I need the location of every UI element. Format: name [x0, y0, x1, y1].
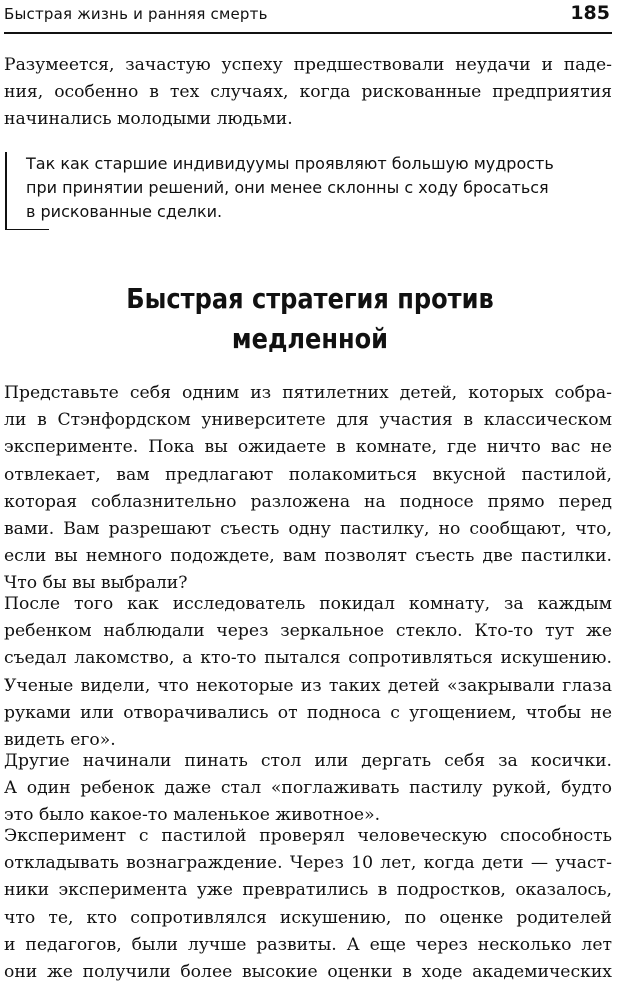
section-heading-line: Быстрая стратегия против	[126, 282, 494, 315]
text-line: они же получили более высокие оценки в ходе академических	[4, 962, 612, 983]
text-line: ли в Стэнфордском университете для участия в классическом	[4, 410, 612, 431]
text-line: отвлекает, вам предлагают полакомиться вкусной пастилой,	[4, 464, 612, 485]
text-line: Разумеется, зачастую успеху предшествовали неудачи и паде-	[4, 55, 612, 75]
text-line: Эксперимент с пастилой проверял человеческую способность	[4, 826, 612, 846]
text-line: Что бы вы выбрали?	[4, 573, 188, 594]
text-line: эксперименте. Пока вы ожидаете в комнате, где ничто вас не	[4, 437, 612, 458]
text-line: видеть его».	[4, 730, 116, 751]
pull-quote	[4, 148, 604, 230]
text-line: это было какое-то маленькое животное».	[4, 805, 381, 826]
text-line: если вы немного подождете, вам позволят съесть две пастилки.	[4, 546, 612, 567]
intro-paragraph	[4, 52, 612, 134]
section-heading-line: медленной	[231, 322, 389, 355]
text-line: Ученые видели, что некоторые из таких детей «закрывали глаза	[4, 675, 612, 696]
text-line: которая соблазнительно разложена на подносе прямо перед	[4, 491, 612, 512]
running-header	[4, 2, 612, 34]
text-line: вами. Вам разрешают съесть одну пастилку, но сообщают, что,	[4, 519, 612, 540]
text-line: А один ребенок даже стал «поглаживать пастилу рукой, будто	[4, 778, 612, 799]
pull-quote-rule	[5, 152, 7, 230]
body-paragraph	[4, 823, 612, 986]
text-line: После того как исследователь покидал комнату, за каждым	[4, 594, 612, 614]
text-line: съедал лакомство, а кто-то пытался сопротивляться искушению.	[4, 648, 612, 669]
body-paragraph	[4, 748, 612, 830]
running-title: Быстрая жизнь и ранняя смерть	[4, 5, 268, 23]
text-line: что те, кто сопротивлялся искушению, по оценке родителей	[4, 907, 612, 928]
text-line: и педагогов, были лучше развиты. А еще через несколько лет	[4, 934, 612, 955]
pull-quote-line: при принятии решений, они менее склонны с ходу бросаться	[26, 178, 549, 197]
body-paragraph	[4, 591, 612, 754]
pull-quote-text	[26, 152, 554, 224]
pull-quote-line: в рискованные сделки.	[26, 202, 223, 221]
text-line: Другие начинали пинать стол или дергать себя за косички.	[4, 751, 612, 771]
pull-quote-line: Так как старшие индивидуумы проявляют большую мудрость	[26, 154, 554, 173]
page-number: 185	[570, 2, 610, 24]
text-line: откладывать вознаграждение. Через 10 лет, когда дети — участ-	[4, 853, 612, 874]
section-heading	[43, 279, 576, 359]
text-line: Представьте себя одним из пятилетних детей, которых собра-	[4, 383, 612, 403]
body-paragraph	[4, 380, 612, 598]
text-line: начинались молодыми людьми.	[4, 109, 293, 130]
text-line: ния, особенно в тех случаях, когда рискованные предприятия	[4, 82, 612, 103]
text-line: руками или отворачивались от подноса с угощением, чтобы не	[4, 702, 612, 723]
text-line: ники эксперимента уже превратились в подростков, оказалось,	[4, 880, 612, 901]
pull-quote-rule	[5, 229, 49, 231]
text-line: ребенком наблюдали через зеркальное стекло. Кто-то тут же	[4, 621, 612, 642]
